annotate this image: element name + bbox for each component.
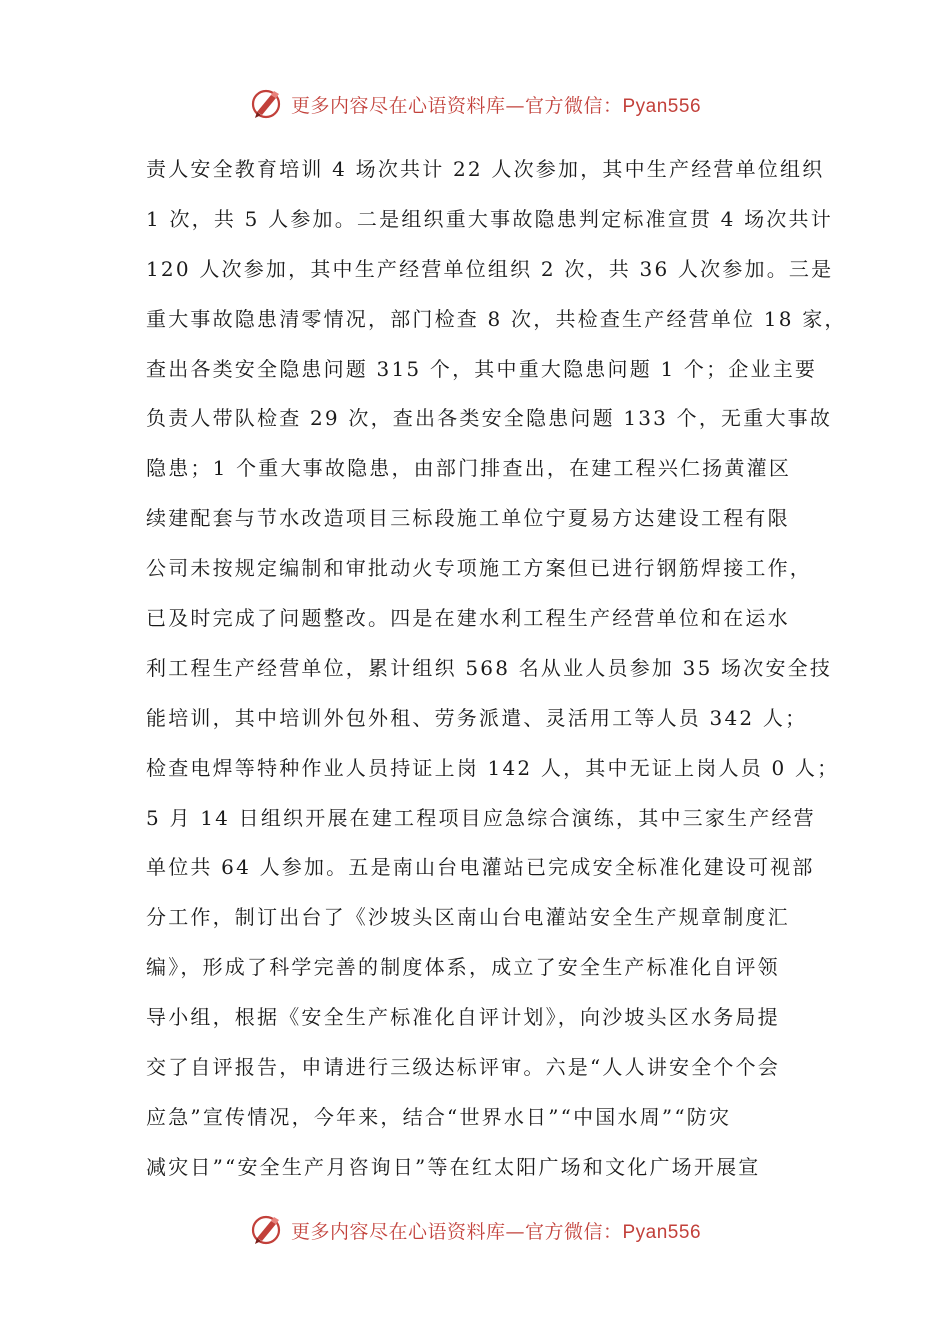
header-banner-inner [249, 86, 701, 122]
body-line: 查出各类安全隐患问题 315 个，其中重大隐患问题 1 个；企业主要 [146, 356, 818, 381]
pen-logo-icon [249, 1212, 285, 1248]
body-line: 1 次，共 5 人参加。二是组织重大事故隐患判定标准宣贯 4 场次共计 [146, 206, 833, 231]
body-line: 公司未按规定编制和审批动火专项施工方案但已进行钢筋焊接工作， [146, 556, 812, 581]
footer-banner-inner [249, 1212, 701, 1248]
footer-wechat-id: Pyan556 [622, 1221, 702, 1243]
body-line: 负责人带队检查 29 次，查出各类安全隐患问题 133 个，无重大事故 [146, 406, 833, 431]
body-line: 责人安全教育培训 4 场次共计 22 人次参加，其中生产经营单位组织 [146, 157, 825, 181]
body-line: 导小组，根据《安全生产标准化自评计划》，向沙坡头区水务局提 [146, 1005, 780, 1030]
body-line: 能培训，其中培训外包外租、劳务派遣、灵活用工等人员 342 人； [146, 705, 808, 730]
body-line: 120 人次参加，其中生产经营单位组织 2 次，共 36 人次参加。三是 [146, 256, 834, 281]
header-banner-text [291, 91, 701, 118]
document-body [146, 145, 847, 1193]
body-line: 隐患；1 个重大事故隐患，由部门排查出，在建工程兴仁扬黄灌区 [146, 456, 792, 481]
body-line: 续建配套与节水改造项目三标段施工单位宁夏易方达建设工程有限 [146, 506, 790, 531]
footer-banner [0, 1210, 950, 1250]
header-banner-cn: 更多内容尽在心语资料库—官方微信： [290, 94, 623, 117]
body-line: 已及时完成了问题整改。四是在建水利工程生产经营单位和在运水 [146, 606, 790, 631]
body-line: 检查电焊等特种作业人员持证上岗 142 人，其中无证上岗人员 0 人； [146, 755, 840, 780]
header-wechat-id: Pyan556 [622, 95, 702, 117]
body-line: 5 月 14 日组织开展在建工程项目应急综合演练，其中三家生产经营 [146, 805, 816, 830]
footer-banner-text [291, 1217, 701, 1244]
body-line: 编》，形成了科学完善的制度体系，成立了安全生产标准化自评领 [146, 955, 780, 980]
pen-logo-icon [249, 86, 285, 122]
body-line: 重大事故隐患清零情况，部门检查 8 次，共检查生产经营单位 18 家， [146, 306, 847, 331]
footer-banner-cn: 更多内容尽在心语资料库—官方微信： [290, 1220, 623, 1243]
body-line: 利工程生产经营单位，累计组织 568 名从业人员参加 35 场次安全技 [146, 655, 833, 680]
body-line: 应急”宣传情况，今年来，结合“世界水日”“中国水周”“防灾 [146, 1104, 732, 1129]
header-banner [0, 84, 950, 124]
body-line: 分工作，制订出台了《沙坡头区南山台电灌站安全生产规章制度汇 [146, 905, 790, 930]
body-line: 单位共 64 人参加。五是南山台电灌站已完成安全标准化建设可视部 [146, 855, 815, 880]
body-line: 减灾日”“安全生产月咨询日”等在红太阳广场和文化广场开展宣 [146, 1154, 761, 1179]
body-line: 交了自评报告，申请进行三级达标评审。六是“人人讲安全个个会 [146, 1055, 781, 1080]
